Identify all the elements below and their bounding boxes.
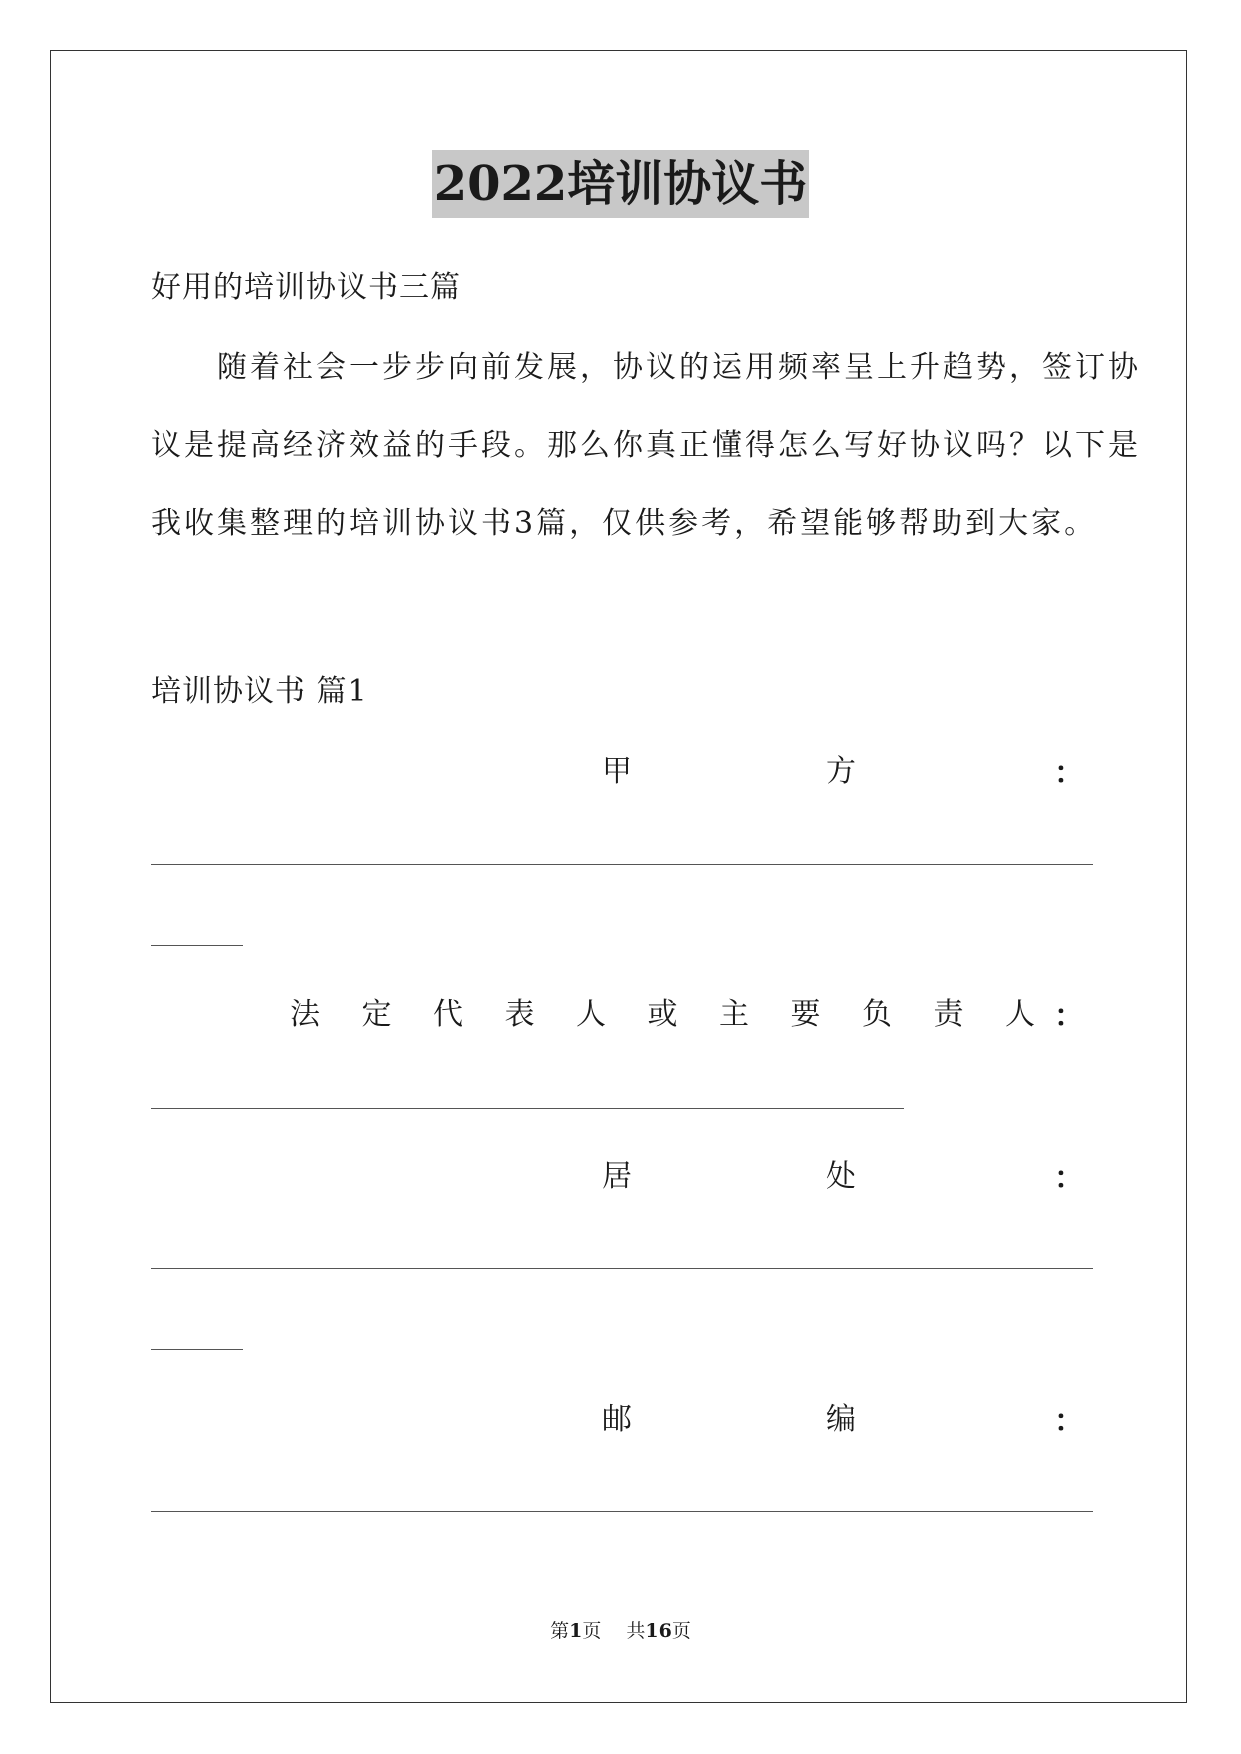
party-a-label-char-2: 方 bbox=[826, 754, 856, 789]
legal-rep-label bbox=[290, 995, 1035, 1035]
legal-rep-char: 或 bbox=[647, 997, 678, 1032]
legal-rep-char: 要 bbox=[790, 997, 821, 1032]
page-number-suffix: 页 bbox=[582, 1620, 602, 1642]
legal-rep-char: 责 bbox=[933, 997, 964, 1032]
residence-fill-line-continued[interactable] bbox=[151, 1349, 243, 1350]
residence-colon: ： bbox=[1054, 1161, 1084, 1196]
page-number-prefix: 第 bbox=[550, 1620, 570, 1642]
title-wrap bbox=[0, 150, 1241, 218]
legal-rep-char: 表 bbox=[504, 997, 535, 1032]
intro-line: 议是提高经济效益的手段。那么你真正懂得怎么写好协议吗？以下是 bbox=[151, 428, 1141, 463]
page-number-current: 1 bbox=[569, 1620, 583, 1642]
residence-label-char-2: 处 bbox=[826, 1159, 856, 1194]
party-a-fill-line-continued[interactable] bbox=[151, 945, 243, 946]
postcode-label-char-1: 邮 bbox=[602, 1402, 632, 1437]
page-footer bbox=[0, 1618, 1241, 1644]
legal-rep-char: 人 bbox=[576, 997, 606, 1032]
party-a-colon: ： bbox=[1054, 756, 1084, 791]
intro-line: 我收集整理的培训协议书3篇，仅供参考，希望能够帮助到大家。 bbox=[151, 506, 1098, 541]
legal-rep-char: 主 bbox=[719, 997, 749, 1032]
page-total-count: 16 bbox=[645, 1620, 672, 1642]
intro-line: 随着社会一步步向前发展，协议的运用频率呈上升趋势，签订协 bbox=[151, 350, 1141, 385]
page-total-suffix: 页 bbox=[671, 1620, 691, 1642]
postcode-label-char-2: 编 bbox=[826, 1402, 856, 1437]
section-heading: 培训协议书 篇1 bbox=[151, 674, 368, 709]
residence-label-char-1: 居 bbox=[602, 1159, 632, 1194]
legal-rep-char: 定 bbox=[361, 997, 392, 1032]
legal-rep-char: 代 bbox=[433, 997, 463, 1032]
party-a-label-char-1: 甲 bbox=[602, 754, 632, 789]
legal-rep-char: 人 bbox=[1005, 997, 1035, 1032]
residence-fill-line[interactable] bbox=[151, 1268, 1093, 1269]
legal-rep-fill-line[interactable] bbox=[151, 1108, 904, 1109]
postcode-colon: ： bbox=[1054, 1404, 1084, 1439]
page-total-prefix: 共 bbox=[626, 1620, 646, 1642]
intro-paragraph bbox=[151, 348, 1141, 582]
legal-rep-char: 法 bbox=[290, 997, 320, 1032]
legal-rep-colon: ： bbox=[1054, 999, 1084, 1034]
party-a-fill-line[interactable] bbox=[151, 864, 1093, 865]
document-title: 2022培训协议书 bbox=[432, 150, 810, 218]
legal-rep-char: 负 bbox=[862, 997, 892, 1032]
document-subtitle: 好用的培训协议书三篇 bbox=[151, 270, 461, 305]
postcode-fill-line[interactable] bbox=[151, 1511, 1093, 1512]
